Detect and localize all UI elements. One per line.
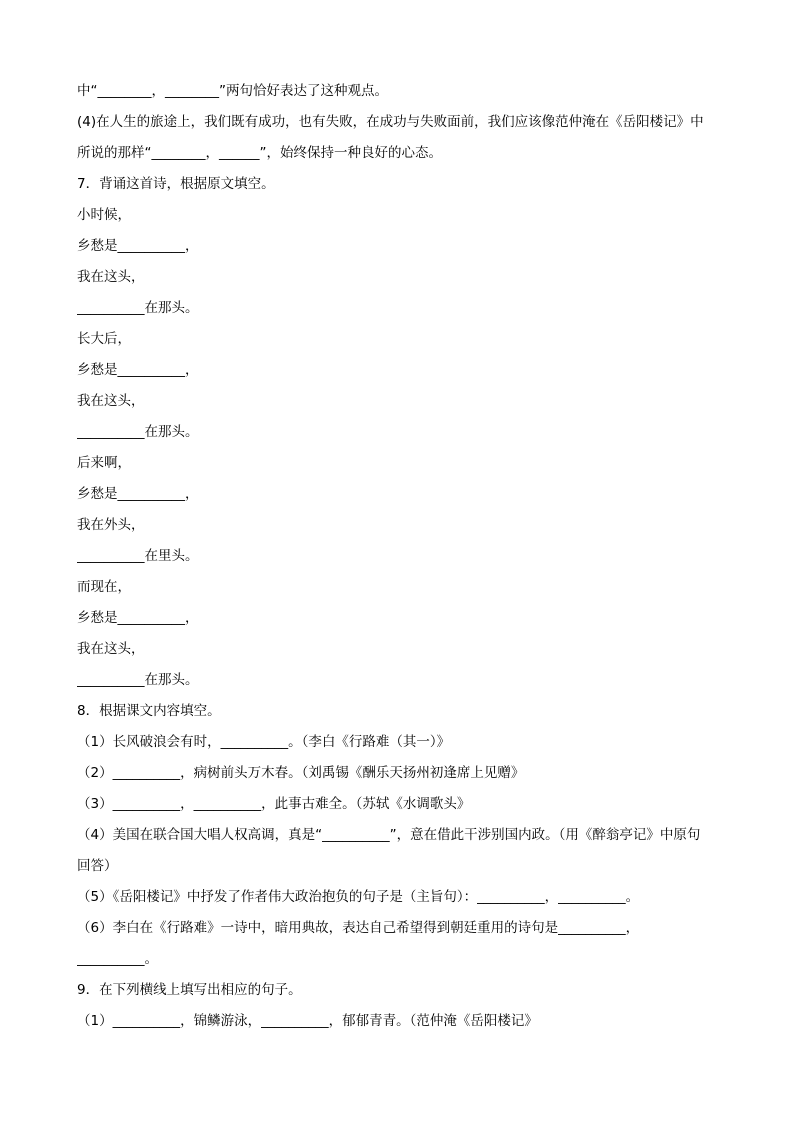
sub-question: （6）李白在《行路难》一诗中，暗用典故，表达自己希望得到朝廷重用的诗句是__________， xyxy=(77,920,640,936)
poem-line: __________在那头。 xyxy=(77,672,199,688)
sub-question: 回答） xyxy=(77,858,118,874)
question-heading: 9．在下列横线上填写出相应的句子。 xyxy=(77,982,302,998)
poem-line: 乡愁是__________， xyxy=(77,486,199,502)
poem-line: 我在这头， xyxy=(77,269,145,285)
sub-question: （1）__________，锦鳞游泳，__________，郁郁青青。（范仲淹《岳阳楼记》 xyxy=(77,1013,538,1029)
poem-line: 长大后， xyxy=(77,331,131,347)
poem-line: 乡愁是__________， xyxy=(77,610,199,626)
text-line: 中“________，________”两句恰好表达了这种观点。 xyxy=(77,83,388,99)
poem-line: 乡愁是__________， xyxy=(77,362,199,378)
poem-line: 我在这头， xyxy=(77,393,145,409)
poem-line: __________在那头。 xyxy=(77,300,199,316)
poem-line: 小时候， xyxy=(77,207,131,223)
sub-question: （2）__________，病树前头万木春。（刘禹锡《酬乐天扬州初逢席上见赠》 xyxy=(77,765,525,781)
sub-question: __________。 xyxy=(77,951,158,967)
text-line: (4)在人生的旅途上，我们既有成功，也有失败，在成功与失败面前，我们应该像范仲淹在《岳阳楼记》中 xyxy=(77,114,704,130)
document-body xyxy=(77,76,721,1037)
question-heading: 7．背诵这首诗，根据原文填空。 xyxy=(77,176,275,192)
sub-question: （3）__________，__________，此事古难全。（苏轼《水调歌头》 xyxy=(77,796,471,812)
poem-line: __________在那头。 xyxy=(77,424,199,440)
sub-question: （1）长风破浪会有时，__________。（李白《行路难（其一）》 xyxy=(77,734,451,750)
text-line: 所说的那样“________，______”，始终保持一种良好的心态。 xyxy=(77,145,442,161)
poem-line: 我在这头， xyxy=(77,641,145,657)
poem-line: 后来啊， xyxy=(77,455,131,471)
question-heading: 8．根据课文内容填空。 xyxy=(77,703,221,719)
poem-line: 我在外头， xyxy=(77,517,145,533)
poem-line: 乡愁是__________， xyxy=(77,238,199,254)
poem-line: __________在里头。 xyxy=(77,548,199,564)
sub-question: （4）美国在联合国大唱人权高调，真是“__________”，意在借此干涉别国内政。（用《醉翁亭记》中原句 xyxy=(77,827,701,843)
poem-line: 而现在， xyxy=(77,579,131,595)
sub-question: （5）《岳阳楼记》中抒发了作者伟大政治抱负的句子是（主旨句）：__________，__________。 xyxy=(77,889,640,905)
